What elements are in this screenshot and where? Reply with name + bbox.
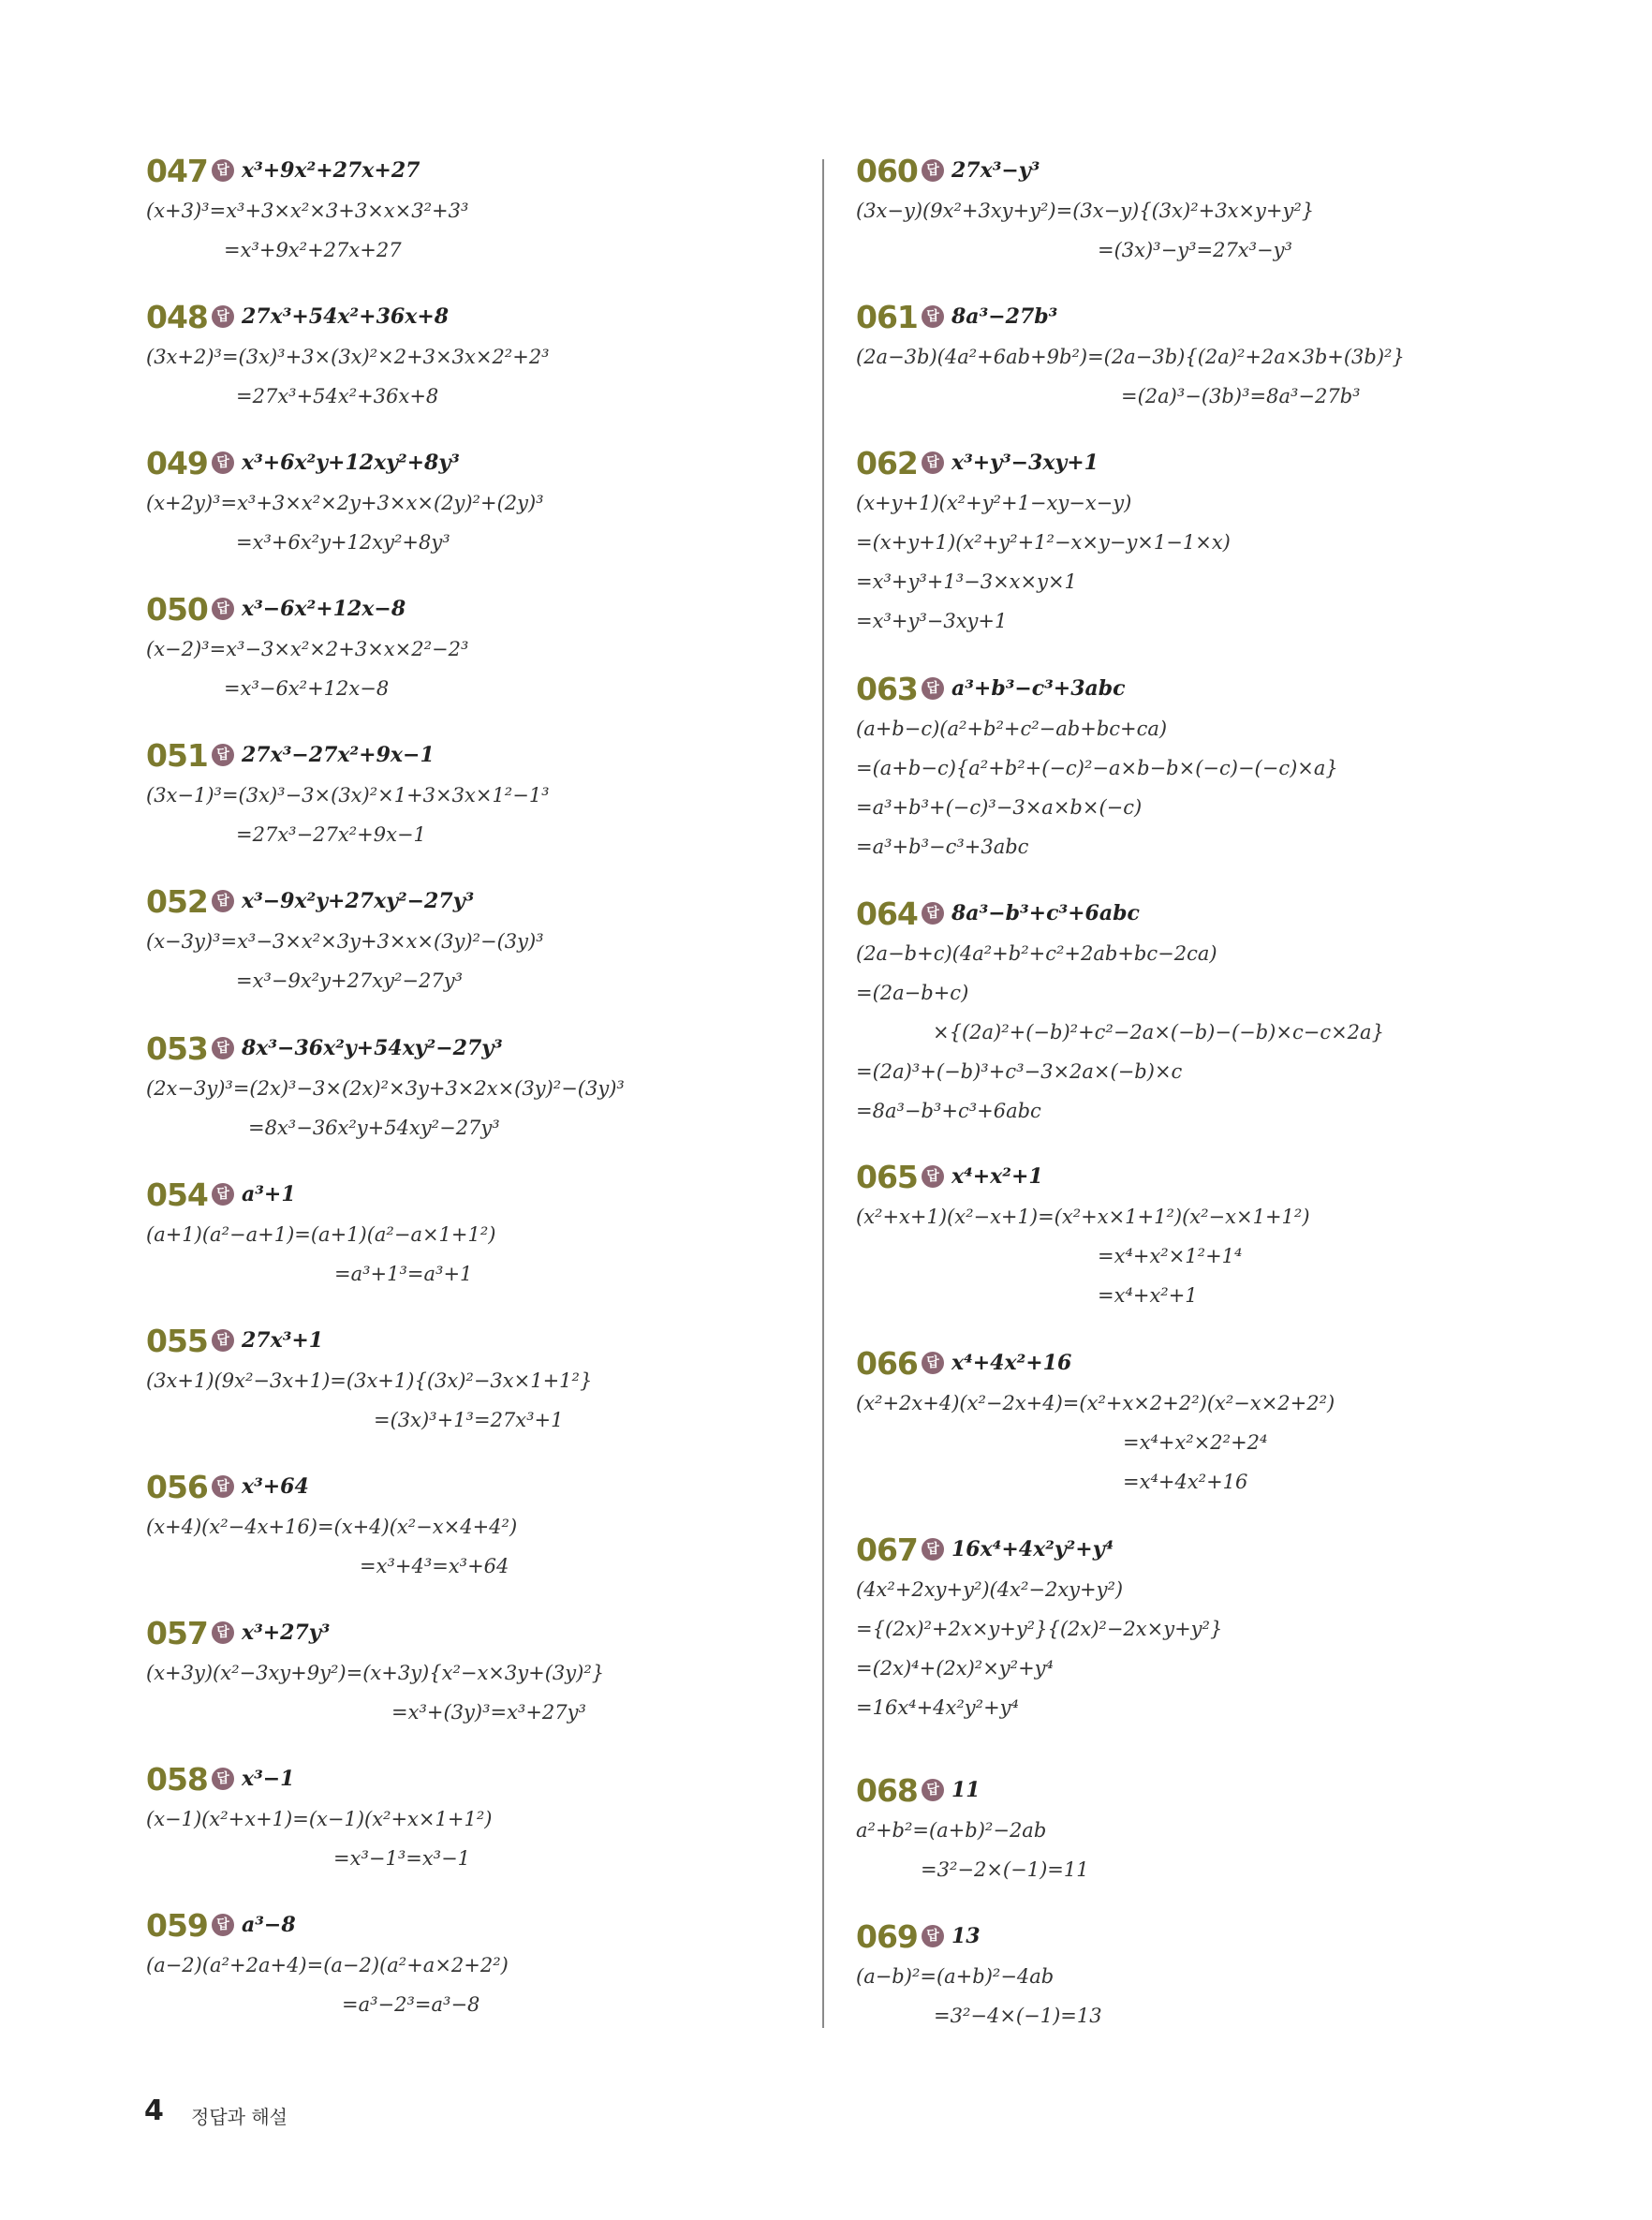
problem-number: 060 — [856, 152, 918, 189]
problem-header — [856, 150, 1512, 191]
solution-line: =(x+y+1)(x²+y²+1²−x×y−y×1−1×x) — [856, 531, 1231, 554]
solution-line: =x³+6x²y+12xy²+8y³ — [236, 531, 450, 554]
answer-badge-icon: 답 — [212, 1475, 234, 1498]
answer-text: x³+64 — [242, 1474, 309, 1499]
problem-header — [146, 881, 802, 922]
solution-line: (x+3y)(x²−3xy+9y²)=(x+3y){x²−x×3y+(3y)²} — [146, 1662, 605, 1684]
solution-line: (x²+x+1)(x²−x+1)=(x²+x×1+1²)(x²−x×1+1²) — [856, 1206, 1310, 1228]
problem-number: 056 — [146, 1468, 208, 1505]
solution-line: =x³−6x²+12x−8 — [224, 677, 390, 700]
problem-055 — [146, 1320, 802, 1440]
answer-badge-icon: 답 — [212, 1768, 234, 1790]
answer-text: 8x³−36x²y+54xy²−27y³ — [242, 1036, 503, 1060]
problem-number: 063 — [856, 670, 918, 707]
solution-line: (3x+1)(9x²−3x+1)=(3x+1){(3x)²−3x×1+1²} — [146, 1369, 593, 1392]
answer-badge-icon: 답 — [212, 598, 234, 620]
solution-line: (a−2)(a²+2a+4)=(a−2)(a²+a×2+2²) — [146, 1954, 509, 1976]
problem-053 — [146, 1028, 802, 1147]
answer-badge-icon: 답 — [212, 451, 234, 474]
problem-066 — [856, 1342, 1512, 1502]
problem-number: 049 — [146, 444, 208, 481]
problem-061 — [856, 296, 1512, 416]
problem-number: 052 — [146, 882, 208, 920]
solution-line: (2x−3y)³=(2x)³−3×(2x)²×3y+3×2x×(3y)²−(3y)³ — [146, 1077, 625, 1100]
answer-badge-icon: 답 — [212, 305, 234, 328]
problem-header — [146, 1174, 802, 1215]
problem-069 — [856, 1916, 1512, 2035]
problem-067 — [856, 1529, 1512, 1727]
problem-number: 050 — [146, 590, 208, 628]
problem-number: 062 — [856, 444, 918, 481]
answer-text: x⁴+4x²+16 — [951, 1351, 1072, 1375]
answer-badge-icon: 답 — [922, 305, 944, 328]
problem-number: 065 — [856, 1158, 918, 1195]
problem-065 — [856, 1156, 1512, 1315]
problem-057 — [146, 1612, 802, 1732]
solution-line: =(2a)³+(−b)³+c³−3×2a×(−b)×c — [856, 1060, 1183, 1083]
answer-badge-icon: 답 — [922, 1925, 944, 1947]
solution-line: (3x+2)³=(3x)³+3×(3x)²×2+3×3x×2²+2³ — [146, 346, 550, 368]
solution-line: (x−2)³=x³−3×x²×2+3×x×2²−2³ — [146, 638, 469, 660]
footer-title: 정답과 해설 — [191, 2106, 288, 2128]
problem-number: 066 — [856, 1344, 918, 1382]
answer-text: x³+6x²y+12xy²+8y³ — [242, 451, 460, 475]
solution-line: =x⁴+x²×1²+1⁴ — [1098, 1245, 1243, 1267]
solution-line: (x+3)³=x³+3×x²×3+3×x×3²+3³ — [146, 200, 469, 222]
solution-line: ={(2x)²+2x×y+y²}{(2x)²−2x×y+y²} — [856, 1618, 1223, 1640]
solution-line: =3²−2×(−1)=11 — [921, 1858, 1089, 1881]
solution-line: =a³+1³=a³+1 — [334, 1263, 473, 1285]
solution-line: (x−1)(x²+x+1)=(x−1)(x²+x×1+1²) — [146, 1808, 493, 1830]
answer-text: 16x⁴+4x²y²+y⁴ — [951, 1537, 1114, 1561]
problem-number: 048 — [146, 298, 208, 335]
solution-line: =16x⁴+4x²y²+y⁴ — [856, 1696, 1019, 1719]
solution-line: =x⁴+4x²+16 — [1123, 1471, 1248, 1493]
answer-text: 27x³−27x²+9x−1 — [242, 743, 435, 767]
problem-number: 057 — [146, 1614, 208, 1651]
solution-line: (3x−y)(9x²+3xy+y²)=(3x−y){(3x)²+3x×y+y²} — [856, 200, 1315, 222]
problem-header — [856, 296, 1512, 337]
solution-line: =(2a−b+c) — [856, 982, 969, 1004]
solution-line: (3x−1)³=(3x)³−3×(3x)²×1+3×3x×1²−1³ — [146, 784, 550, 807]
solution-line: (2a−b+c)(4a²+b²+c²+2ab+bc−2ca) — [856, 942, 1217, 965]
answer-text: a³+1 — [242, 1182, 296, 1206]
problem-052 — [146, 881, 802, 1000]
answer-badge-icon: 답 — [922, 1538, 944, 1561]
answer-text: 8a³−27b³ — [951, 304, 1058, 329]
answer-badge-icon: 답 — [922, 451, 944, 474]
solution-line: =x³+y³+1³−3×x×y×1 — [856, 570, 1077, 593]
problem-header — [146, 150, 802, 191]
problem-number: 058 — [146, 1760, 208, 1798]
answer-badge-icon: 답 — [922, 1779, 944, 1801]
problem-header — [146, 296, 802, 337]
answer-text: x³+9x²+27x+27 — [242, 158, 420, 183]
problem-number: 054 — [146, 1176, 208, 1213]
problem-051 — [146, 734, 802, 854]
problem-header — [856, 1529, 1512, 1570]
answer-badge-icon: 답 — [212, 1621, 234, 1644]
problem-header — [856, 1916, 1512, 1957]
problem-062 — [856, 442, 1512, 641]
problem-number: 067 — [856, 1531, 918, 1568]
problem-number: 047 — [146, 152, 208, 189]
answer-badge-icon: 답 — [212, 1329, 234, 1352]
problem-050 — [146, 588, 802, 708]
solution-line: =a³+b³−c³+3abc — [856, 836, 1029, 858]
solution-line: =8a³−b³+c³+6abc — [856, 1100, 1041, 1122]
problem-header — [146, 734, 802, 776]
problem-header — [146, 1466, 802, 1507]
problem-059 — [146, 1904, 802, 2024]
solution-line: =(2a)³−(3b)³=8a³−27b³ — [1121, 385, 1361, 407]
solution-line: =(2x)⁴+(2x)²×y²+y⁴ — [856, 1657, 1054, 1680]
problem-058 — [146, 1758, 802, 1878]
problem-header — [146, 1758, 802, 1799]
solution-line: =(3x)³−y³=27x³−y³ — [1098, 239, 1292, 261]
answer-text: 27x³+1 — [242, 1328, 324, 1353]
answer-text: 27x³−y³ — [951, 158, 1040, 183]
problem-064 — [856, 893, 1512, 1131]
answer-badge-icon: 답 — [922, 1165, 944, 1188]
problem-header — [856, 1156, 1512, 1197]
problem-number: 055 — [146, 1322, 208, 1359]
solution-line: (a+b−c)(a²+b²+c²−ab+bc+ca) — [856, 718, 1168, 740]
solution-line: =x³+(3y)³=x³+27y³ — [391, 1701, 586, 1724]
solution-line: =a³−2³=a³−8 — [342, 1993, 480, 2016]
problem-number: 059 — [146, 1906, 208, 1944]
problem-063 — [856, 668, 1512, 866]
answer-text: 8a³−b³+c³+6abc — [951, 901, 1140, 925]
solution-line: =(a+b−c){a²+b²+(−c)²−a×b−b×(−c)−(−c)×a} — [856, 757, 1338, 779]
answer-text: 11 — [951, 1778, 981, 1802]
answer-badge-icon: 답 — [212, 1183, 234, 1206]
answer-text: x³+27y³ — [242, 1621, 331, 1645]
problem-number: 064 — [856, 895, 918, 932]
answer-text: x³−9x²y+27xy²−27y³ — [242, 889, 475, 913]
problem-054 — [146, 1174, 802, 1294]
solution-line: (x+2y)³=x³+3×x²×2y+3×x×(2y)²+(2y)³ — [146, 492, 544, 514]
solution-line: (x+y+1)(x²+y²+1−xy−x−y) — [856, 492, 1132, 514]
answer-badge-icon: 답 — [212, 1914, 234, 1936]
solution-line: (a+1)(a²−a+1)=(a+1)(a²−a×1+1²) — [146, 1223, 496, 1246]
answer-badge-icon: 답 — [212, 744, 234, 766]
problem-number: 051 — [146, 736, 208, 774]
answer-text: x³−1 — [242, 1767, 295, 1791]
solution-line: =27x³−27x²+9x−1 — [236, 823, 426, 846]
problem-068 — [856, 1769, 1512, 1889]
answer-badge-icon: 답 — [212, 159, 234, 182]
problem-number: 061 — [856, 298, 918, 335]
answer-badge-icon: 답 — [922, 677, 944, 700]
problem-header — [146, 588, 802, 629]
problem-header — [856, 1342, 1512, 1384]
page-number: 4 — [144, 2094, 164, 2127]
solution-line: =x³+4³=x³+64 — [360, 1555, 509, 1577]
problem-number: 069 — [856, 1917, 918, 1955]
solution-line: =x³−1³=x³−1 — [333, 1847, 471, 1870]
answer-badge-icon: 답 — [922, 902, 944, 925]
column-divider — [822, 159, 824, 2028]
answer-text: 27x³+54x²+36x+8 — [242, 304, 450, 329]
problem-header — [146, 1320, 802, 1361]
solution-line: =27x³+54x²+36x+8 — [236, 385, 439, 407]
solution-line: =(3x)³+1³=27x³+1 — [374, 1409, 564, 1431]
answer-text: x⁴+x²+1 — [951, 1164, 1043, 1189]
solution-line: =3²−4×(−1)=13 — [934, 2005, 1102, 2027]
problem-header — [146, 1904, 802, 1946]
solution-line: =a³+b³+(−c)³−3×a×b×(−c) — [856, 796, 1143, 819]
solution-line: =x³−9x²y+27xy²−27y³ — [236, 969, 463, 992]
solution-line: (a−b)²=(a+b)²−4ab — [856, 1965, 1055, 1988]
solution-line: (4x²+2xy+y²)(4x²−2xy+y²) — [856, 1578, 1124, 1601]
problem-header — [856, 893, 1512, 934]
solution-line: =x³+9x²+27x+27 — [224, 239, 402, 261]
problem-header — [146, 1612, 802, 1653]
solution-line: (2a−3b)(4a²+6ab+9b²)=(2a−3b){(2a)²+2a×3b+(3b)²} — [856, 346, 1405, 368]
problem-header — [856, 442, 1512, 483]
answer-badge-icon: 답 — [212, 1037, 234, 1059]
solution-line: (x²+2x+4)(x²−2x+4)=(x²+x×2+2²)(x²−x×2+2²) — [856, 1392, 1335, 1414]
solution-line: =8x³−36x²y+54xy²−27y³ — [248, 1117, 500, 1139]
answer-text: a³−8 — [242, 1913, 296, 1937]
solution-line: (x+4)(x²−4x+16)=(x+4)(x²−x×4+4²) — [146, 1516, 518, 1538]
solution-line: a²+b²=(a+b)²−2ab — [856, 1819, 1047, 1842]
problem-number: 068 — [856, 1771, 918, 1809]
solution-line: =x⁴+x²+1 — [1098, 1284, 1198, 1307]
problem-047 — [146, 150, 802, 270]
answer-text: 13 — [951, 1924, 981, 1948]
problem-number: 053 — [146, 1029, 208, 1067]
answer-badge-icon: 답 — [922, 1352, 944, 1374]
solution-line: =x³+y³−3xy+1 — [856, 610, 1008, 632]
answer-badge-icon: 답 — [922, 159, 944, 182]
answer-text: x³−6x²+12x−8 — [242, 597, 406, 621]
problem-048 — [146, 296, 802, 416]
solution-line: (x−3y)³=x³−3×x²×3y+3×x×(3y)²−(3y)³ — [146, 930, 544, 953]
answer-badge-icon: 답 — [212, 890, 234, 912]
solution-line: =x⁴+x²×2²+2⁴ — [1123, 1431, 1268, 1454]
problem-header — [146, 1028, 802, 1069]
problem-056 — [146, 1466, 802, 1586]
problem-049 — [146, 442, 802, 562]
problem-header — [146, 442, 802, 483]
problem-header — [856, 668, 1512, 709]
solution-line: ×{(2a)²+(−b)²+c²−2a×(−b)−(−b)×c−c×2a} — [933, 1021, 1384, 1043]
problem-060 — [856, 150, 1512, 270]
answer-text: x³+y³−3xy+1 — [951, 451, 1099, 475]
answer-text: a³+b³−c³+3abc — [951, 676, 1126, 701]
problem-header — [856, 1769, 1512, 1811]
